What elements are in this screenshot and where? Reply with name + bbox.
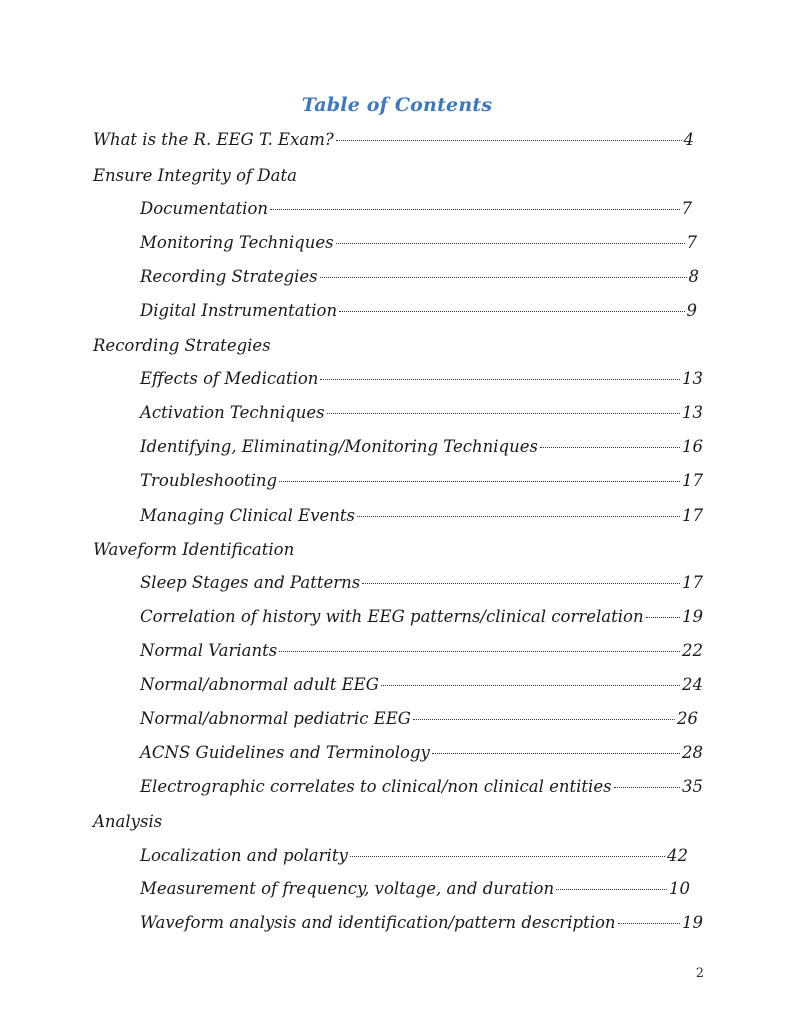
dot-leader bbox=[327, 413, 680, 414]
toc-entry-electrographic[interactable] bbox=[140, 777, 703, 807]
toc-entry-medication[interactable] bbox=[140, 369, 703, 399]
toc-entry-label: Troubleshooting bbox=[140, 471, 278, 490]
toc-entry-label: Sleep Stages and Patterns bbox=[140, 573, 361, 592]
toc-entry-page: 13 bbox=[682, 369, 703, 388]
toc-entry-page: 19 bbox=[682, 607, 703, 626]
toc-entry-page: 7 bbox=[686, 233, 697, 252]
toc-entry-label: Digital Instrumentation bbox=[140, 301, 338, 320]
footer-page-number: 2 bbox=[695, 966, 704, 981]
dot-leader bbox=[362, 583, 680, 584]
toc-entry-label: What is the R. EEG T. Exam? bbox=[93, 130, 334, 149]
dot-leader bbox=[646, 617, 680, 618]
toc-entry-pediatric[interactable] bbox=[140, 709, 698, 739]
toc-entry-label: Electrographic correlates to clinical/non clinical entities bbox=[140, 777, 612, 796]
toc-entry-documentation[interactable] bbox=[140, 199, 692, 229]
toc-entry-identifying[interactable] bbox=[140, 437, 703, 467]
dot-leader bbox=[279, 481, 680, 482]
toc-entry-page: 26 bbox=[677, 709, 698, 728]
toc-entry-label: Normal/abnormal pediatric EEG bbox=[140, 709, 411, 728]
toc-entry-page: 24 bbox=[682, 675, 703, 694]
toc-entry-label: Identifying, Eliminating/Monitoring Techniques bbox=[140, 437, 538, 456]
dot-leader bbox=[279, 651, 680, 652]
dot-leader bbox=[381, 685, 680, 686]
toc-entry-sleep[interactable] bbox=[140, 573, 703, 603]
toc-entry-label: Correlation of history with EEG patterns/clinical correlation bbox=[140, 607, 644, 626]
toc-entry-exam[interactable] bbox=[93, 130, 694, 160]
toc-entry-page: 28 bbox=[682, 743, 703, 762]
toc-entry-page: 4 bbox=[683, 130, 694, 149]
dot-leader bbox=[320, 379, 680, 380]
dot-leader bbox=[339, 311, 684, 312]
dot-leader bbox=[270, 209, 679, 210]
toc-entry-measurement[interactable] bbox=[140, 879, 690, 909]
toc-entry-label: Effects of Medication bbox=[140, 369, 319, 388]
toc-entry-adult[interactable] bbox=[140, 675, 703, 705]
toc-entry-page: 7 bbox=[681, 199, 692, 218]
toc-entry-page: 17 bbox=[682, 471, 703, 490]
dot-leader bbox=[614, 787, 680, 788]
dot-leader bbox=[320, 277, 687, 278]
toc-entry-label: Managing Clinical Events bbox=[140, 506, 356, 525]
toc-entry-clinical-events[interactable] bbox=[140, 506, 703, 536]
toc-entry-label: Normal/abnormal adult EEG bbox=[140, 675, 379, 694]
toc-entry-waveform-analysis[interactable] bbox=[140, 913, 703, 943]
dot-leader bbox=[413, 719, 675, 720]
toc-entry-acns[interactable] bbox=[140, 743, 703, 773]
toc-entry-correlation[interactable] bbox=[140, 607, 703, 637]
toc-entry-label: Recording Strategies bbox=[140, 267, 318, 286]
toc-entry-normal-variants[interactable] bbox=[140, 641, 703, 671]
toc-entry-label: Measurement of frequency, voltage, and duration bbox=[140, 879, 555, 898]
toc-entry-recording[interactable] bbox=[140, 267, 699, 297]
toc-entry-page: 17 bbox=[682, 573, 703, 592]
toc-entry-label: ACNS Guidelines and Terminology bbox=[140, 743, 430, 762]
toc-entry-page: 16 bbox=[682, 437, 703, 456]
toc-entry-localization[interactable] bbox=[140, 846, 688, 876]
toc-entry-troubleshooting[interactable] bbox=[140, 471, 703, 501]
dot-leader bbox=[336, 243, 685, 244]
toc-title: Table of Contents bbox=[301, 94, 493, 116]
toc-entry-page: 8 bbox=[688, 267, 699, 286]
dot-leader bbox=[540, 447, 680, 448]
toc-entry-page: 19 bbox=[682, 913, 703, 932]
toc-entry-label: Normal Variants bbox=[140, 641, 278, 660]
toc-entry-page: 10 bbox=[669, 879, 690, 898]
section-heading-integrity: Ensure Integrity of Data bbox=[93, 166, 297, 185]
toc-entry-label: Localization and polarity bbox=[140, 846, 348, 865]
toc-entry-label: Monitoring Techniques bbox=[140, 233, 334, 252]
toc-entry-digital[interactable] bbox=[140, 301, 697, 331]
dot-leader bbox=[336, 140, 682, 141]
dot-leader bbox=[357, 516, 680, 517]
toc-entry-page: 42 bbox=[667, 846, 688, 865]
dot-leader bbox=[556, 889, 667, 890]
toc-entry-monitoring[interactable] bbox=[140, 233, 697, 263]
toc-entry-page: 17 bbox=[682, 506, 703, 525]
toc-entry-page: 13 bbox=[682, 403, 703, 422]
toc-entry-page: 35 bbox=[682, 777, 703, 796]
dot-leader bbox=[618, 923, 680, 924]
section-heading-analysis: Analysis bbox=[93, 812, 163, 831]
toc-entry-label: Documentation bbox=[140, 199, 269, 218]
dot-leader bbox=[432, 753, 680, 754]
dot-leader bbox=[350, 856, 665, 857]
toc-entry-label: Activation Techniques bbox=[140, 403, 325, 422]
toc-entry-page: 22 bbox=[682, 641, 703, 660]
section-heading-recording: Recording Strategies bbox=[93, 336, 271, 355]
toc-entry-page: 9 bbox=[686, 301, 697, 320]
toc-entry-label: Waveform analysis and identification/pattern description bbox=[140, 913, 616, 932]
toc-entry-activation[interactable] bbox=[140, 403, 703, 433]
section-heading-waveform: Waveform Identification bbox=[93, 540, 295, 559]
